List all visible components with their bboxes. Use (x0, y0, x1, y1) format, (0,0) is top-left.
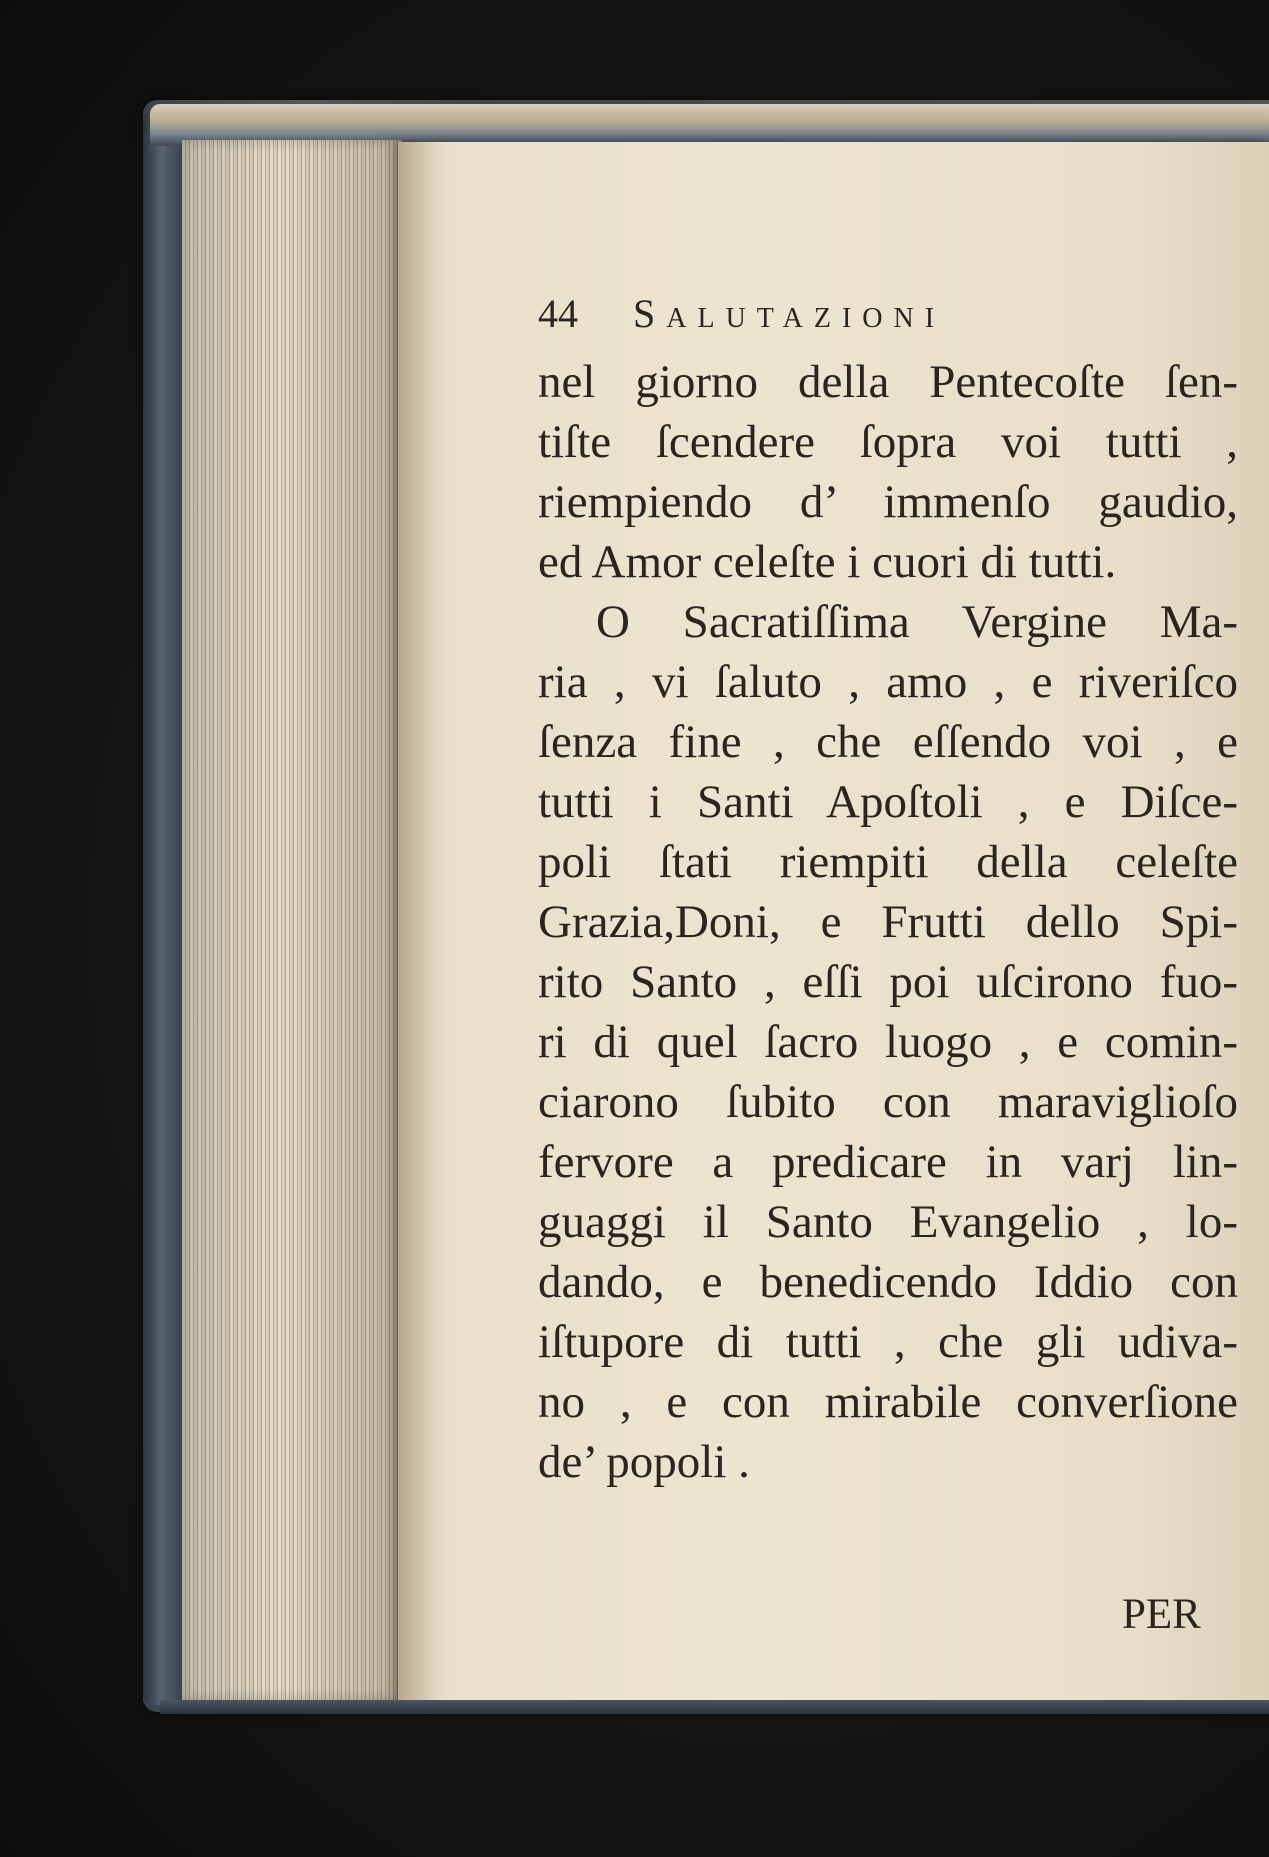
text-line: rito Santo , eſſi poi uſcirono fuo- (538, 956, 1238, 1008)
text-line: ed Amor celeſte i cuori di tutti. (538, 536, 1117, 588)
text-block (538, 290, 1238, 1492)
running-head-title: Salutazioni (633, 291, 946, 336)
text-line: riempiendo d’ immenſo gaudio, (538, 476, 1238, 528)
text-line: dando, e benedicendo Iddio con (538, 1256, 1238, 1308)
page-gutter-shadow (398, 142, 438, 1706)
book-spine-edge (143, 110, 181, 1705)
text-line: Grazia,Doni, e Frutti dello Spi- (538, 896, 1238, 948)
text-line: ſenza fine , che eſſendo voi , e (538, 716, 1238, 768)
paragraph-1 (538, 352, 1238, 592)
text-line: tutti i Santi Apoſtoli , e Diſce- (538, 776, 1238, 828)
text-line: iſtupore di tutti , che gli udiva- (538, 1316, 1238, 1368)
catchword: PER (1122, 1591, 1201, 1638)
text-line: poli ſtati riempiti della celeſte (538, 836, 1238, 888)
text-line: fervore a predicare in varj lin- (538, 1136, 1238, 1188)
text-line: O Sacratiſſima Vergine Ma- (596, 596, 1238, 648)
paragraph-2 (538, 592, 1238, 1492)
text-line: no , e con mirabile converſione (538, 1376, 1238, 1428)
page-edges-shade (182, 140, 402, 1700)
text-line: nel giorno della Pentecoſte ſen- (538, 356, 1238, 408)
text-line: de’ popoli . (538, 1436, 750, 1488)
text-line: ri di quel ſacro luogo , e comin- (538, 1016, 1238, 1068)
text-line: guaggi il Santo Evangelio , lo- (538, 1196, 1238, 1248)
text-line: ciarono ſubito con maraviglioſo (538, 1076, 1238, 1128)
text-line: tiſte ſcendere ſopra voi tutti , (538, 416, 1238, 468)
text-line: ria , vi ſaluto , amo , e riveriſco (538, 656, 1238, 708)
running-head (538, 290, 1238, 352)
book-cover-bottom-edge (160, 1700, 1269, 1714)
page-number: 44 (538, 291, 578, 336)
